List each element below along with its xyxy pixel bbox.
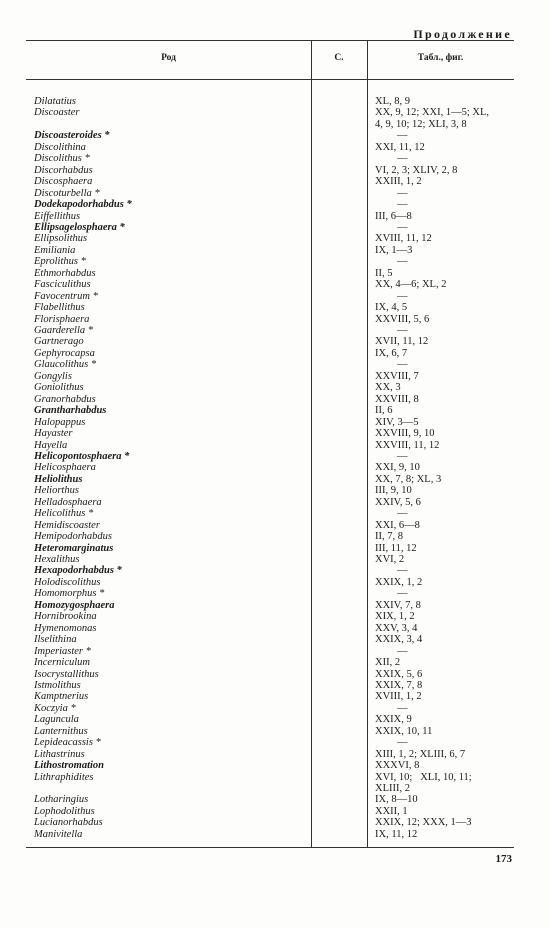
table-figure-ref: III, 11, 12 xyxy=(375,542,417,554)
genus-name: Eprolithus * xyxy=(34,256,86,268)
genus-name: Lithraphidites xyxy=(34,771,94,783)
table-header xyxy=(26,41,514,80)
genus-name: Homozygosphaera xyxy=(34,599,115,611)
table-figure-ref: XXV, 3, 4 xyxy=(375,622,418,634)
table-row xyxy=(26,233,514,245)
table-figure-ref: XX, 7, 8; XL, 3 xyxy=(375,473,442,485)
continuation-label: Продолжение xyxy=(413,27,512,41)
table-row xyxy=(26,222,514,234)
genus-name: Discoturbella * xyxy=(34,187,100,199)
table-row xyxy=(26,623,514,635)
table-figure-ref: 4, 9, 10; 12; XLI, 3, 8 xyxy=(375,118,467,130)
table-row xyxy=(26,268,514,280)
genus-name: Lucianorhabdus xyxy=(34,817,103,829)
table-row xyxy=(26,382,514,394)
table-figure-ref: XXI, 9, 10 xyxy=(375,462,420,474)
genus-name: Incerniculum xyxy=(34,657,90,669)
table-figure-ref: — xyxy=(397,187,408,199)
table-row xyxy=(26,703,514,715)
table-figure-ref: XXVIII, 5, 6 xyxy=(375,313,430,325)
table-row xyxy=(26,188,514,200)
table-figure-ref: — xyxy=(397,565,408,577)
table-row xyxy=(26,726,514,738)
table-figure-ref: XXVIII, 8 xyxy=(375,393,419,405)
table-row xyxy=(26,749,514,761)
genus-name: Heliolithus xyxy=(34,473,83,485)
table-figure-ref: XIII, 1, 2; XLIII, 6, 7 xyxy=(375,748,466,760)
table-figure-ref: — xyxy=(397,359,408,371)
genus-name: Holodiscolithus xyxy=(34,576,101,588)
genus-name: Hexapodorhabdus * xyxy=(34,565,122,577)
genus-name: Isocrystallithus xyxy=(34,668,99,680)
genus-name: Ellipsolithus xyxy=(34,233,88,245)
table-figure-ref: XXIX, 1, 2 xyxy=(375,576,423,588)
genus-name: Imperiaster * xyxy=(34,645,91,657)
table-figure-ref: XLIII, 2 xyxy=(375,783,410,794)
table-row xyxy=(26,405,514,417)
table-row xyxy=(26,485,514,497)
table-row xyxy=(26,462,514,474)
genus-name: Manivitella xyxy=(34,828,83,840)
genus-table xyxy=(26,40,514,848)
table-row xyxy=(26,199,514,211)
table-figure-ref: — xyxy=(397,290,408,302)
table-figure-ref: — xyxy=(397,256,408,268)
table-figure-ref: IX, 1—3 xyxy=(375,244,413,256)
genus-name: Halopappus xyxy=(34,416,86,428)
table-figure-ref: III, 9, 10 xyxy=(375,485,412,497)
genus-name: Hemipodorhabdus xyxy=(34,531,112,543)
table-row xyxy=(26,417,514,429)
table-row xyxy=(26,371,514,383)
genus-name: Discosphaera xyxy=(34,176,93,188)
genus-name: Helladosphaera xyxy=(34,496,102,508)
table-row xyxy=(26,714,514,726)
genus-name: Hayella xyxy=(34,439,68,451)
table-row xyxy=(26,142,514,154)
table-figure-ref: XXIX, 9 xyxy=(375,714,412,726)
table-figure-ref: — xyxy=(397,645,408,657)
genus-name: Gartnerago xyxy=(34,336,84,348)
table-figure-ref: XVIII, 11, 12 xyxy=(375,233,432,245)
table-figure-ref: IX, 11, 12 xyxy=(375,828,418,840)
table-row xyxy=(26,211,514,223)
table-row xyxy=(26,245,514,257)
genus-name: Discolithina xyxy=(34,141,86,153)
table-row xyxy=(26,130,514,142)
genus-name: Hemidiscoaster xyxy=(34,519,100,531)
table-figure-ref: XIV, 3—5 xyxy=(375,416,419,428)
table-figure-ref: XVI, 2 xyxy=(375,554,405,565)
table-row xyxy=(26,359,514,371)
table-row xyxy=(26,611,514,623)
genus-name: Discolithus * xyxy=(34,153,90,165)
page-number: 173 xyxy=(495,853,512,865)
table-figure-ref: XL, 8, 9 xyxy=(375,96,410,107)
genus-name: Helicopontosphaera * xyxy=(34,450,130,462)
genus-name: Hornibrookina xyxy=(34,611,97,623)
table-row xyxy=(26,119,514,131)
genus-name: Gephyrocapsa xyxy=(34,347,95,359)
table-row xyxy=(26,600,514,612)
table-figure-ref: XX, 9, 12; XXI, 1—5; XL, xyxy=(375,107,490,119)
table-figure-ref: — xyxy=(397,221,408,233)
table-figure-ref: IX, 6, 7 xyxy=(375,347,408,359)
table-row xyxy=(26,279,514,291)
genus-name: Granorhabdus xyxy=(34,393,96,405)
genus-name: Goniolithus xyxy=(34,382,84,394)
genus-name: Lithastrinus xyxy=(34,748,85,760)
table-figure-ref: XX, 4—6; XL, 2 xyxy=(375,279,447,291)
table-figure-ref: XXIX, 5, 6 xyxy=(375,668,423,680)
table-row xyxy=(26,760,514,772)
table-figure-ref: XVI, 10; XLI, 10, 11; xyxy=(375,771,472,783)
genus-name: Helicosphaera xyxy=(34,462,96,474)
table-figure-ref: — xyxy=(397,588,408,600)
genus-name: Gongylis xyxy=(34,370,72,382)
table-row xyxy=(26,474,514,486)
table-row xyxy=(26,325,514,337)
genus-name: Fasciculithus xyxy=(34,279,91,291)
genus-name: Hayaster xyxy=(34,428,73,440)
genus-name: Emiliania xyxy=(34,244,76,256)
table-row xyxy=(26,543,514,555)
table-figure-ref: XXIX, 3, 4 xyxy=(375,634,423,646)
table-row xyxy=(26,783,514,795)
table-figure-ref: IX, 4, 5 xyxy=(375,302,408,314)
table-row xyxy=(26,96,514,108)
table-figure-ref: XXIX, 10, 11 xyxy=(375,725,433,737)
table-row xyxy=(26,691,514,703)
table-figure-ref: XVII, 11, 12 xyxy=(375,336,429,348)
table-row xyxy=(26,256,514,268)
table-figure-ref: VI, 2, 3; XLIV, 2, 8 xyxy=(375,164,458,176)
table-figure-ref: XXII, 1 xyxy=(375,805,408,817)
table-figure-ref: IX, 8—10 xyxy=(375,794,418,806)
genus-name: Lithostromation xyxy=(34,760,105,772)
table-figure-ref: XXVIII, 7 xyxy=(375,370,419,382)
table-row xyxy=(26,657,514,669)
table-row xyxy=(26,646,514,658)
genus-name: Glaucolithus * xyxy=(34,359,97,371)
table-row xyxy=(26,314,514,326)
genus-name: Lophodolithus xyxy=(34,805,95,817)
table-figure-ref: — xyxy=(397,450,408,462)
table-row xyxy=(26,554,514,566)
table-figure-ref: II, 7, 8 xyxy=(375,531,403,543)
genus-name: Helicolithus * xyxy=(34,508,94,520)
genus-name: Gaarderella * xyxy=(34,325,94,336)
table-figure-ref: III, 6—8 xyxy=(375,210,412,222)
table-figure-ref: XXIX, 7, 8 xyxy=(375,679,423,691)
genus-name: Dilatatius xyxy=(34,96,77,107)
table-figure-ref: XXIV, 7, 8 xyxy=(375,599,421,611)
table-row xyxy=(26,680,514,692)
table-row xyxy=(26,817,514,829)
genus-name: Eiffellithus xyxy=(34,210,81,222)
table-figure-ref: XXI, 6—8 xyxy=(375,519,420,531)
genus-name: Istmolithus xyxy=(34,679,81,691)
table-row xyxy=(26,176,514,188)
table-figure-ref: — xyxy=(397,702,408,714)
table-row xyxy=(26,577,514,589)
table-row xyxy=(26,348,514,360)
table-row xyxy=(26,772,514,784)
table-figure-ref: XXIX, 12; XXX, 1—3 xyxy=(375,817,472,829)
table-row xyxy=(26,829,514,841)
genus-name: Grantharhabdus xyxy=(34,405,107,417)
table-row xyxy=(26,508,514,520)
table-figure-ref: XXVIII, 11, 12 xyxy=(375,439,440,451)
genus-name: Florisphaera xyxy=(34,313,90,325)
table-row xyxy=(26,497,514,509)
table-row xyxy=(26,565,514,577)
table-figure-ref: — xyxy=(397,325,408,336)
genus-name: Discorhabdus xyxy=(34,164,93,176)
table-row xyxy=(26,520,514,532)
table-row xyxy=(26,153,514,165)
table-figure-ref: — xyxy=(397,199,408,211)
column-header-tables: Табл., фиг. xyxy=(417,53,464,63)
table-figure-ref: XXXVI, 8 xyxy=(375,760,420,772)
genus-name: Ethmorhabdus xyxy=(34,267,96,279)
table-figure-ref: XXIV, 5, 6 xyxy=(375,496,421,508)
table-figure-ref: II, 6 xyxy=(375,405,393,417)
table-row xyxy=(26,291,514,303)
table-figure-ref: XX, 3 xyxy=(375,382,401,394)
genus-name: Koczyia * xyxy=(34,702,76,714)
table-figure-ref: XIX, 1, 2 xyxy=(375,611,415,623)
table-figure-ref: — xyxy=(397,737,408,749)
table-row xyxy=(26,634,514,646)
genus-name: Hexalithus xyxy=(34,554,80,565)
genus-name: Kamptnerius xyxy=(34,691,89,703)
column-header-genus: Род xyxy=(161,53,176,63)
table-row xyxy=(26,737,514,749)
table-row xyxy=(26,107,514,119)
table-row xyxy=(26,440,514,452)
table-row xyxy=(26,394,514,406)
genus-name: Lanternithus xyxy=(34,725,88,737)
table-row xyxy=(26,794,514,806)
table-row xyxy=(26,336,514,348)
genus-name: Lepideacassis * xyxy=(34,737,101,749)
genus-name: Favocentrum * xyxy=(34,290,98,302)
table-row xyxy=(26,165,514,177)
column-header-page: С. xyxy=(334,53,344,63)
table-figure-ref: XVIII, 1, 2 xyxy=(375,691,422,703)
table-figure-ref: — xyxy=(397,153,408,165)
table-row xyxy=(26,531,514,543)
genus-name: Ilselithina xyxy=(34,634,77,646)
table-row xyxy=(26,806,514,818)
genus-name: Ellipsagelosphaera * xyxy=(34,221,125,233)
table-figure-ref: XII, 2 xyxy=(375,657,401,669)
genus-name: Laguncula xyxy=(34,714,79,726)
table-figure-ref: XXIII, 1, 2 xyxy=(375,176,422,188)
table-figure-ref: XXI, 11, 12 xyxy=(375,141,425,153)
table-row xyxy=(26,588,514,600)
genus-name: Lotharingius xyxy=(34,794,89,806)
table-figure-ref: — xyxy=(397,508,408,520)
genus-name: Discoaster xyxy=(34,107,80,119)
genus-name: Flabellithus xyxy=(34,302,85,314)
genus-name: Homomorphus * xyxy=(34,588,105,600)
table-figure-ref: — xyxy=(397,130,408,142)
table-row xyxy=(26,451,514,463)
genus-name: Hymenomonas xyxy=(34,622,97,634)
table-row xyxy=(26,428,514,440)
table-figure-ref: XXVIII, 9, 10 xyxy=(375,428,435,440)
genus-name: Discoasteroides * xyxy=(34,130,110,142)
table-row xyxy=(26,302,514,314)
genus-name: Heteromarginatus xyxy=(34,542,114,554)
genus-name: Heliorthus xyxy=(34,485,79,497)
table-row xyxy=(26,669,514,681)
genus-name: Dodekapodorhabdus * xyxy=(34,199,132,211)
table-figure-ref: II, 5 xyxy=(375,267,393,279)
